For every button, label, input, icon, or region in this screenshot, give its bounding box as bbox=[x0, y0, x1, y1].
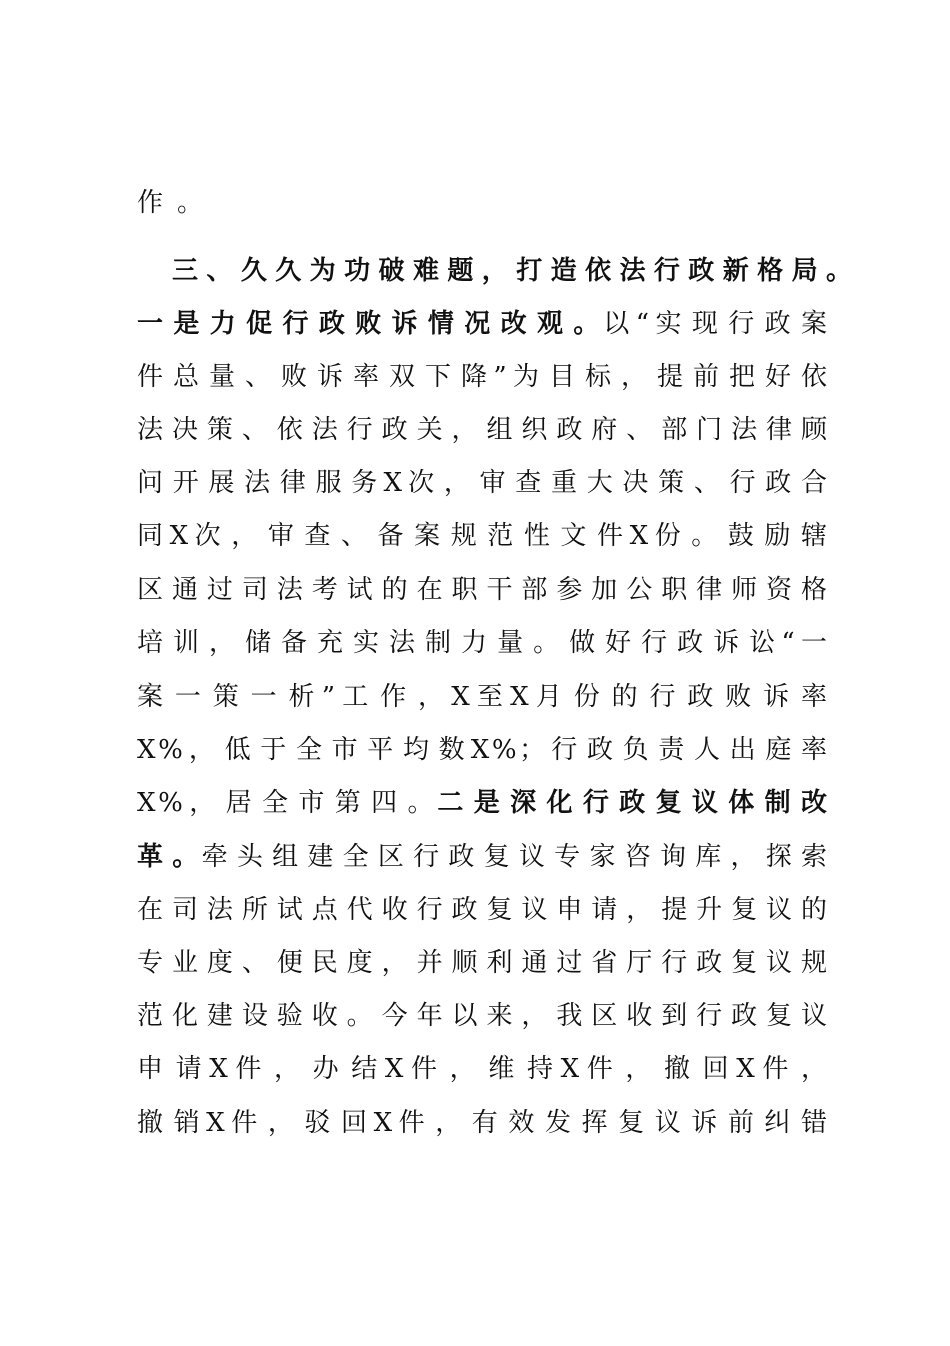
document-line bbox=[137, 890, 827, 930]
document-line bbox=[137, 516, 827, 556]
document-line bbox=[137, 1049, 827, 1089]
document-line bbox=[137, 677, 827, 717]
text-segment: 同 X 次 ， 审 查 、 备 案 规 范 性 文 件 X 份 。 鼓 励 辖 bbox=[137, 521, 827, 551]
text-segment: 以 “ 实 现 行 政 案 bbox=[603, 309, 827, 339]
text-segment: 培 训 ， 储 备 充 实 法 制 力 量 。 做 好 行 政 诉 讼 “ 一 bbox=[137, 628, 827, 658]
text-segment: 撤 销 X 件 ， 驳 回 X 件 ， 有 效 发 挥 复 议 诉 前 纠 错 bbox=[137, 1108, 827, 1138]
text-segment: 法 决 策 、 依 法 行 政 关 ， 组 织 政 府 、 部 门 法 律 顾 bbox=[137, 415, 827, 445]
document-line bbox=[137, 463, 827, 503]
text-segment: 专 业 度 、 便 民 度 ， 并 顺 利 通 过 省 厅 行 政 复 议 规 bbox=[137, 948, 827, 978]
document-line bbox=[137, 410, 827, 450]
text-segment: 作。 bbox=[137, 188, 218, 218]
bold-text-segment: 二 是 深 化 行 政 复 议 体 制 改 bbox=[437, 788, 827, 818]
text-segment: 范 化 建 设 验 收 。 今 年 以 来 ， 我 区 收 到 行 政 复 议 bbox=[137, 1001, 827, 1031]
text-segment: 问 开 展 法 律 服 务 X 次 ， 审 查 重 大 决 策 、 行 政 合 bbox=[137, 468, 827, 498]
document-line bbox=[137, 623, 827, 663]
text-segment: X % ， 居 全 市 第 四 。 bbox=[137, 788, 438, 818]
text-segment: 牵 头 组 建 全 区 行 政 复 议 专 家 咨 询 库 ， 探 索 bbox=[201, 842, 827, 872]
document-line bbox=[172, 251, 852, 291]
text-segment: 申 请 X 件 ， 办 结 X 件 ， 维 持 X 件 ， 撤 回 X 件 ， bbox=[137, 1054, 827, 1084]
bold-text-segment: 革 。 bbox=[137, 842, 202, 872]
text-segment: 案 一 策 一 析 ” 工 作 ， X 至 X 月 份 的 行 政 败 诉 率 bbox=[137, 682, 827, 712]
document-line bbox=[137, 783, 827, 823]
document-line bbox=[137, 730, 827, 770]
document-line bbox=[137, 570, 827, 610]
document-line bbox=[137, 183, 827, 223]
text-segment: 在 司 法 所 试 点 代 收 行 政 复 议 申 请 ， 提 升 复 议 的 bbox=[137, 895, 827, 925]
text-segment: 件 总 量 、 败 诉 率 双 下 降 ” 为 目 标 ， 提 前 把 好 依 bbox=[137, 362, 827, 392]
document-line bbox=[137, 996, 827, 1036]
document-line bbox=[137, 304, 827, 344]
text-segment: 区 通 过 司 法 考 试 的 在 职 干 部 参 加 公 职 律 师 资 格 bbox=[137, 575, 827, 605]
bold-text-segment: 三 、 久 久 为 功 破 难 题 ， 打 造 依 法 行 政 新 格 局 。 bbox=[172, 256, 852, 286]
document-line bbox=[137, 357, 827, 397]
document-line bbox=[137, 1103, 827, 1143]
document-line bbox=[137, 943, 827, 983]
text-segment: X % ， 低 于 全 市 平 均 数 X % ； 行 政 负 责 人 出 庭 率 bbox=[137, 735, 827, 765]
bold-text-segment: 一 是 力 促 行 政 败 诉 情 况 改 观 。 bbox=[137, 309, 604, 339]
document-line bbox=[137, 837, 827, 877]
